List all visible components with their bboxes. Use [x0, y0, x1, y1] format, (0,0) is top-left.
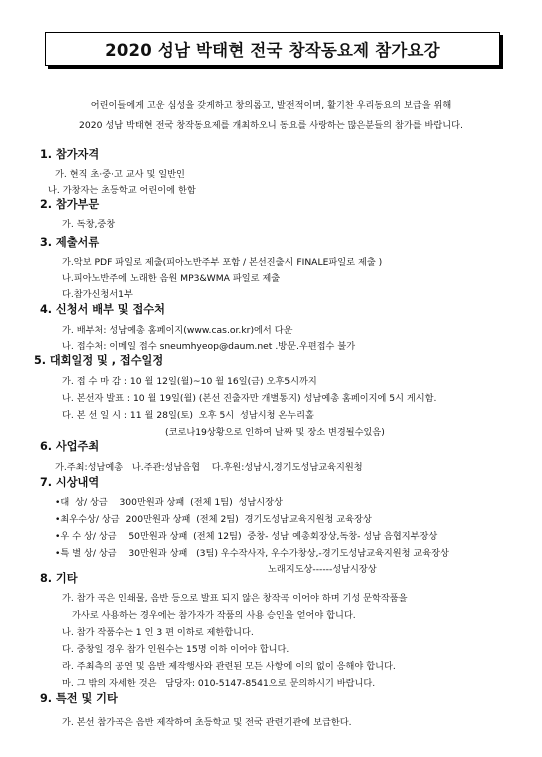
- section-heading-benefits: 9. 특전 및 기타: [40, 692, 118, 705]
- section-line: 나. 참가 작품수는 1 인 3 편 이하로 제한합니다.: [62, 627, 254, 638]
- section-heading-awards: 7. 시상내역: [40, 476, 100, 489]
- section-heading-category: 2. 참가부문: [40, 198, 100, 211]
- section-line: 가.주최:성남예총 나.주관:성남음협 다.후원:성남시,경기도성남교육지원청: [55, 462, 363, 473]
- section-heading-other: 8. 기타: [40, 572, 78, 585]
- section-line: 가. 독창,중창: [62, 219, 116, 230]
- section-line: (코로나19상황으로 인하여 날짜 및 장소 변경될수있음): [165, 427, 385, 438]
- award-line: •대 상/ 상금 300만원과 상패 (전체 1팀) 성남시장상: [55, 497, 283, 508]
- section-line: 나. 본선자 발표 : 10 월 19일(월) (본선 진출자만 개별통지) 성남예총 홈페이지에 5시 게시함.: [62, 393, 437, 404]
- intro-line-2: 2020 성남 박태현 전국 창작동요제를 개최하오니 동요를 사랑하는 많은분들의 참가를 바랍니다.: [79, 120, 463, 131]
- award-line: •우 수 상/ 상금 50만원과 상패 (전체 12팀) 중창- 성남 예총회장상,독창- 성남 음협지부장상: [55, 531, 438, 542]
- section-line: 나.피아노반주에 노래한 음원 MP3&WMA 파일로 제출: [62, 273, 281, 284]
- section-line: 라. 주최측의 공연 및 음반 제작행사와 관련된 모든 사항에 이의 없이 응해야 합니다.: [62, 661, 396, 672]
- section-line: 가.악보 PDF 파일로 제출(피아노반주부 포함 / 본선진출시 FINALE파일로 제출 ): [62, 257, 383, 268]
- section-line: 다. 본 선 일 시 : 11 월 28일(토) 오후 5시 성남시청 온누리홀: [62, 410, 314, 421]
- section-line: 다. 중창일 경우 참가 인원수는 15명 이하 이어야 합니다.: [62, 644, 290, 655]
- section-line: 나. 접수처: 이메일 접수 sneumhyeop@daum.net .방문.우편접수 불가: [62, 341, 356, 352]
- section-line: 나. 가창자는 초등학교 어린이에 한함: [48, 185, 196, 196]
- section-heading-application: 4. 신청서 배부 및 접수처: [40, 303, 165, 316]
- section-line: 가. 접 수 마 감 : 10 월 12일(월)~10 월 16일(금) 오후5시까지: [62, 376, 317, 387]
- section-heading-eligibility: 1. 참가자격: [40, 148, 100, 161]
- section-line: 가. 참가 곡은 인쇄물, 음반 등으로 발표 되지 않은 창작곡 이어야 하며 기성 문학작품을: [62, 593, 408, 604]
- section-line: 다.참가신청서1부: [62, 289, 133, 300]
- section-line: 가. 본선 참가곡은 음반 제작하여 초등학교 및 전국 관련기관에 보급한다.: [62, 717, 352, 728]
- section-heading-organizers: 6. 사업주최: [40, 440, 100, 453]
- section-heading-schedule: 5. 대회일정 및 , 접수일정: [34, 354, 164, 367]
- section-line: 가. 배부처: 성남예총 홈페이지(www.cas.or.kr)에서 다운: [62, 325, 293, 336]
- award-line: •최우수상/ 상금 200만원과 상패 (전체 2팀) 경기도성남교육지원청 교육장상: [55, 514, 372, 525]
- page-title: 2020 성남 박태현 전국 창작동요제 참가요강: [45, 32, 500, 66]
- section-heading-documents: 3. 제출서류: [40, 236, 100, 249]
- award-line: 노래지도상------성남시장상: [268, 564, 377, 575]
- intro-line-1: 어린이들에게 고운 심성을 갖게하고 창의롭고, 발전적이며, 활기찬 우리동요의 보급을 위해: [90, 100, 452, 111]
- section-line: 가. 현직 초·중·고 교사 및 일반인: [55, 169, 185, 180]
- section-line: 가사로 사용하는 경우에는 참가자가 작품의 사용 승인을 얻어야 합니다.: [72, 610, 356, 621]
- section-line: 마. 그 밖의 자세한 것은 담당자: 010-5147-8541으로 문의하시기 바랍니다.: [62, 678, 376, 689]
- award-line: •특 별 상/ 상금 30만원과 상패 (3팀) 우수작사자, 우수가창상,-경기도성남교육지원청 교육장상: [55, 548, 449, 559]
